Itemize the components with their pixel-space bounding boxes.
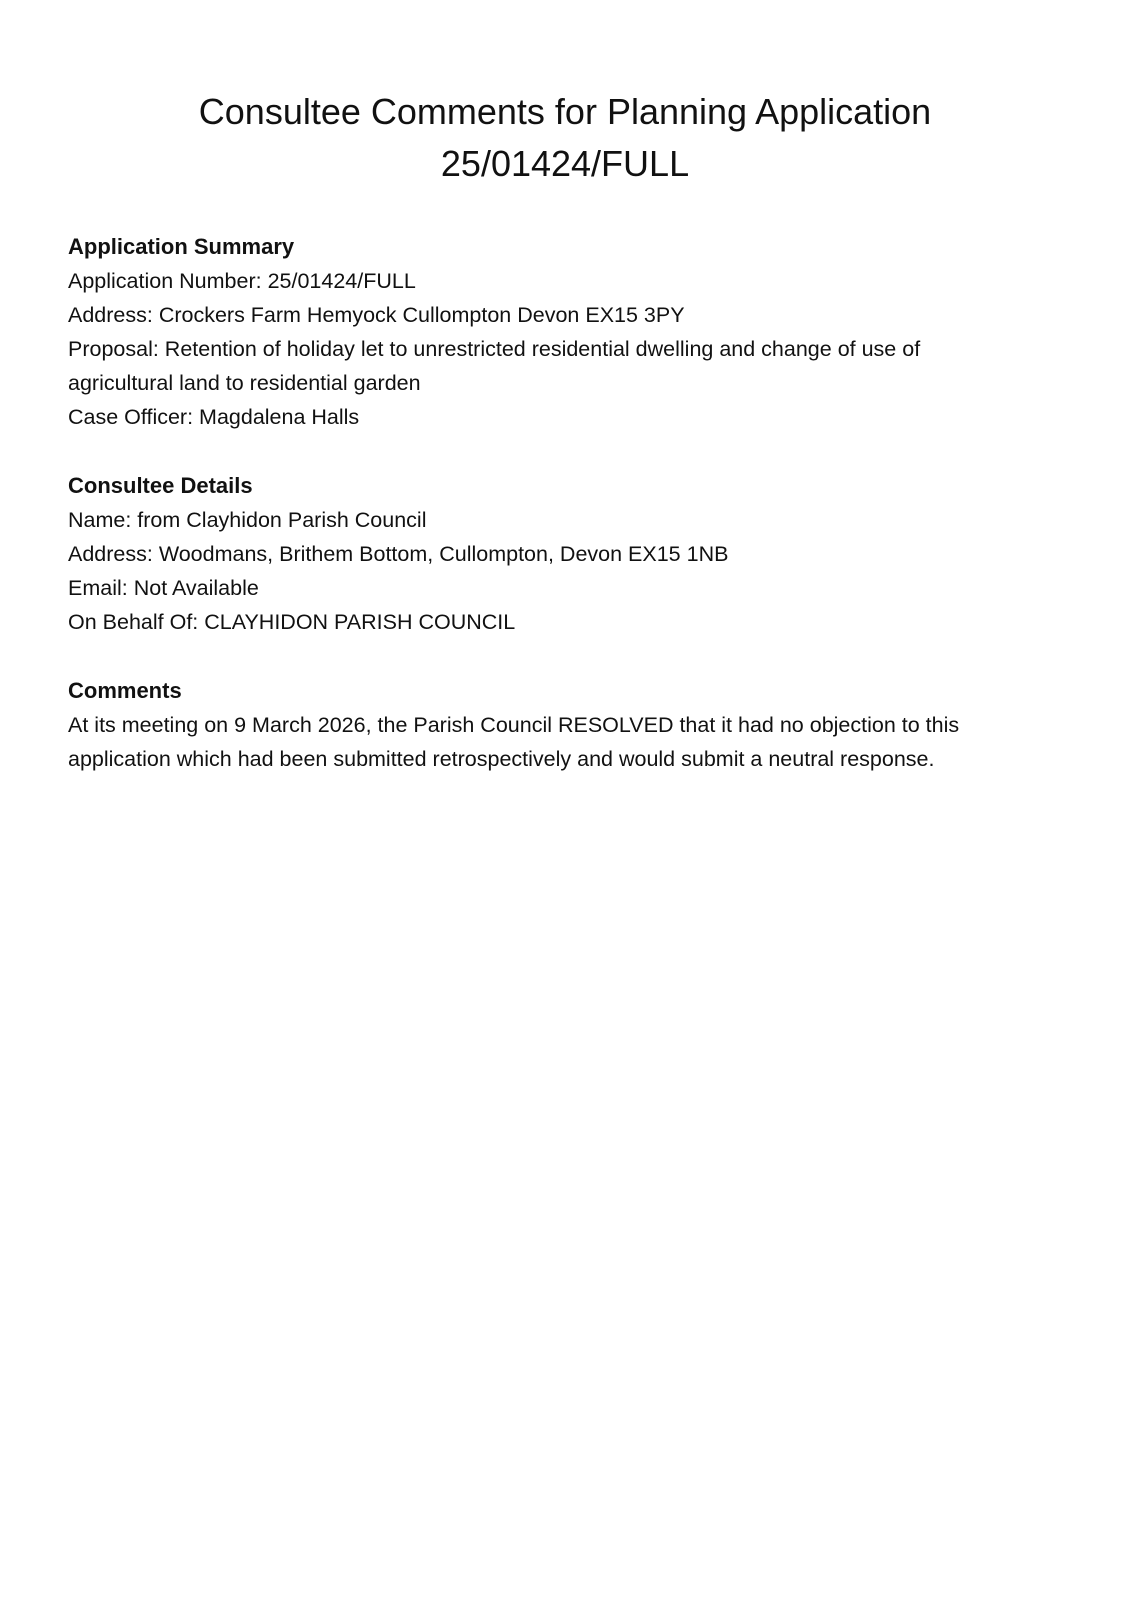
consultee-name: Name: from Clayhidon Parish Council	[68, 508, 427, 532]
comments-text: At its meeting on 9 March 2026, the Parish Council RESOLVED that it had no objection to this application which had been submitted retrospectively and would submit a neutral response.	[68, 713, 960, 771]
application-proposal: Proposal: Retention of holiday let to unrestricted residential dwelling and change of use of agricultural land to residential garden	[68, 337, 921, 395]
page-title-line-2: 25/01424/FULL	[440, 143, 690, 184]
consultee-email: Email: Not Available	[68, 576, 259, 600]
consultee-details-heading: Consultee Details	[68, 473, 253, 498]
application-address: Address: Crockers Farm Hemyock Cullompton Devon EX15 3PY	[68, 303, 685, 327]
consultee-on-behalf-of: On Behalf Of: CLAYHIDON PARISH COUNCIL	[68, 610, 516, 634]
case-officer: Case Officer: Magdalena Halls	[68, 405, 360, 429]
page-title	[0, 86, 1130, 190]
comments-heading: Comments	[68, 678, 182, 703]
consultee-details-section	[68, 469, 1068, 639]
application-summary-section	[68, 230, 1068, 434]
application-number: Application Number: 25/01424/FULL	[68, 269, 416, 293]
application-summary-heading: Application Summary	[68, 234, 295, 259]
page-title-line-1: Consultee Comments for Planning Application	[198, 91, 932, 132]
comments-section	[68, 674, 1068, 776]
consultee-address: Address: Woodmans, Brithem Bottom, Cullompton, Devon EX15 1NB	[68, 542, 729, 566]
